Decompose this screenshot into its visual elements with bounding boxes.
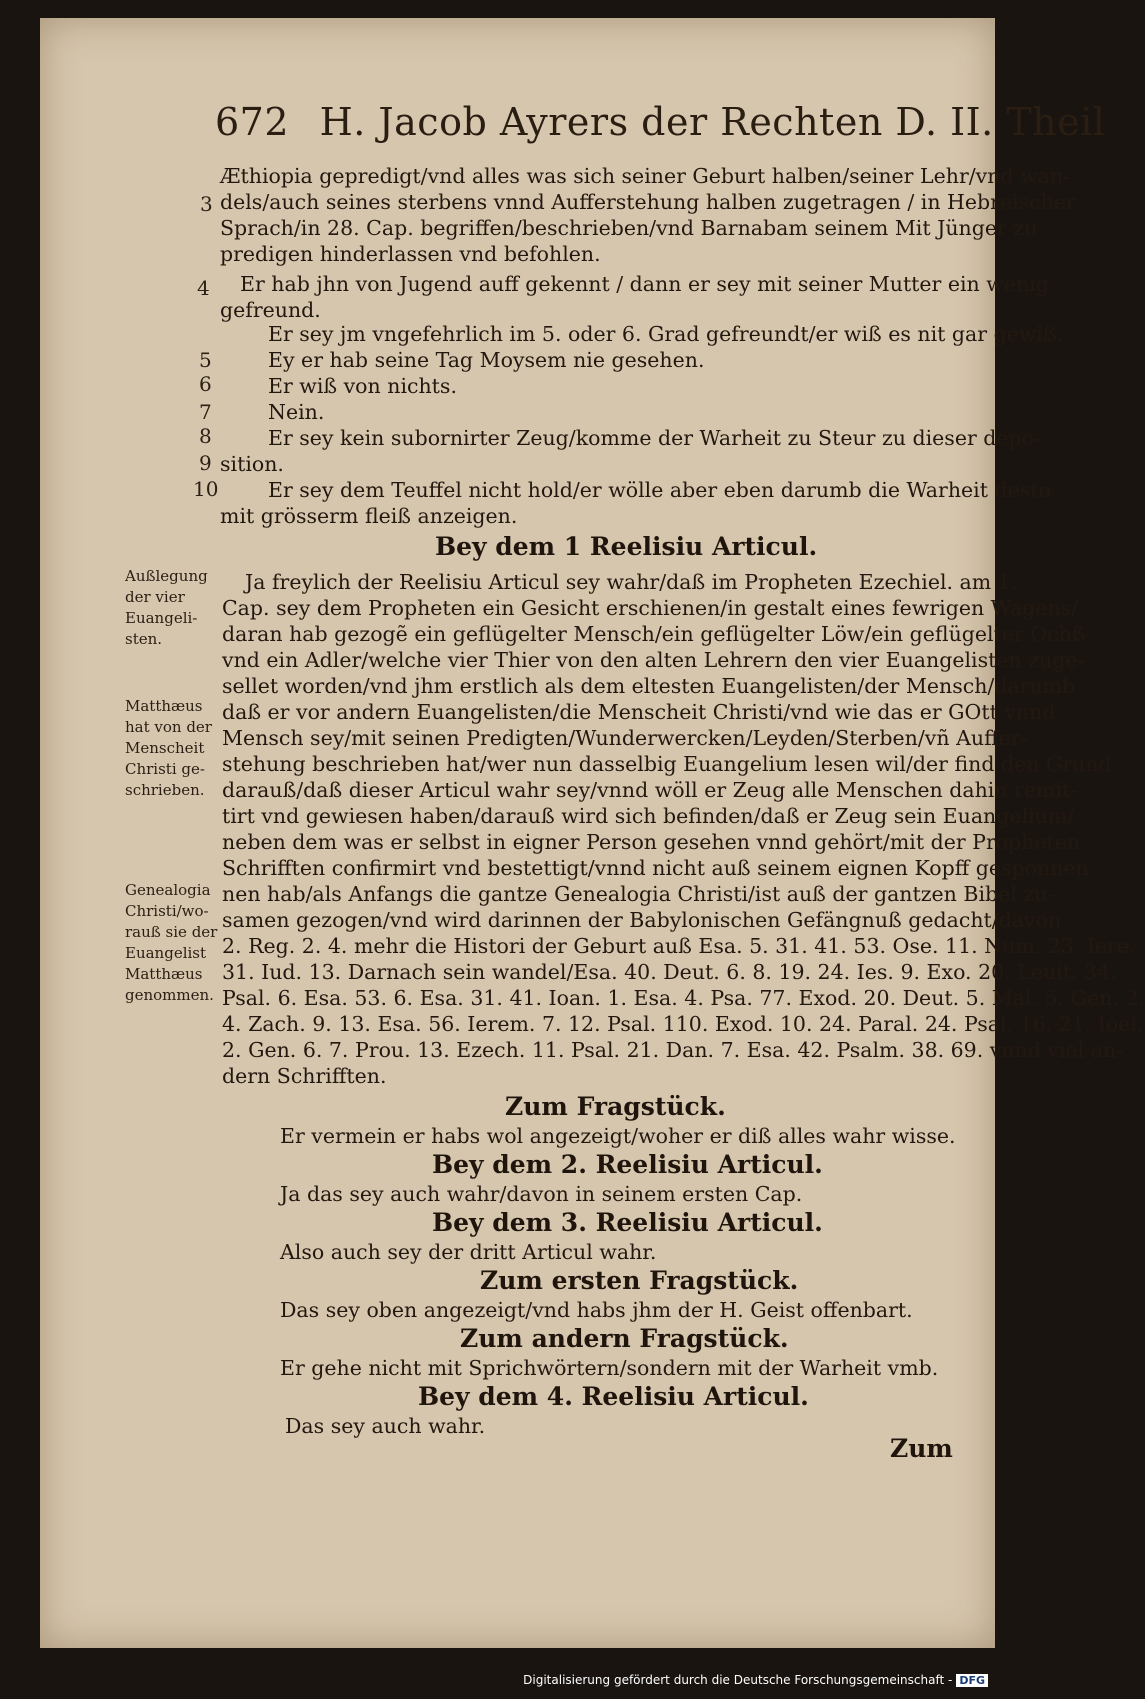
text-line: nen hab/als Anfangs die gantze Genealogia Christi/ist auß der gantzen Bibel zu- bbox=[222, 882, 1055, 906]
section-heading: Bey dem 1 Reelisiu Articul. bbox=[435, 532, 818, 561]
section-heading: Bey dem 4. Reelisiu Articul. bbox=[418, 1382, 809, 1411]
marginal-note: Matthæus hat von der Menscheit Christi ge- schrieben. bbox=[125, 697, 212, 799]
text-line: neben dem was er selbst in eigner Person gesehen vnnd gehört/mit der Propheten bbox=[222, 830, 1081, 854]
running-header bbox=[215, 100, 1106, 144]
section-heading: Zum ersten Fragstück. bbox=[480, 1266, 799, 1295]
text-line: Mensch sey/mit seinen Predigten/Wunderwercken/Leyden/Sterben/vñ Auffer- bbox=[222, 726, 1028, 750]
section-heading: Bey dem 2. Reelisiu Articul. bbox=[432, 1150, 823, 1179]
line-number: 9 bbox=[199, 451, 212, 475]
text-line: daran hab gezogẽ ein geflügelter Mensch/ein geflügelter Löw/ein geflügelter Ochß bbox=[222, 622, 1086, 646]
text-line: stehung beschrieben hat/wer nun dasselbig Euangelium lesen wil/der find den Grund bbox=[222, 752, 1112, 776]
text-line: Ey er hab seine Tag Moysem nie gesehen. bbox=[268, 348, 705, 372]
text-line: 4. Zach. 9. 13. Esa. 56. Ierem. 7. 12. Psal. 110. Exod. 10. 24. Paral. 24. Psal. 16. 21. Ioel. bbox=[222, 1012, 1144, 1036]
page-number: 672 bbox=[215, 100, 290, 144]
text-line: Er hab jhn von Jugend auff gekennt / dann er sey mit seiner Mutter ein wenig bbox=[240, 272, 1049, 296]
text-line: vnd ein Adler/welche vier Thier von den alten Lehrern den vier Euangelisten zuge- bbox=[222, 648, 1085, 672]
text-line: dels/auch seines sterbens vnnd Aufferstehung halben zugetragen / in Hebreischer bbox=[220, 190, 1076, 214]
section-heading: Bey dem 3. Reelisiu Articul. bbox=[432, 1208, 823, 1237]
text-line: dern Schrifften. bbox=[222, 1064, 387, 1088]
line-number: 5 bbox=[199, 348, 212, 372]
text-line: Schrifften confirmirt vnd bestettigt/vnnd nicht auß seinem eignen Kopff gesponnen bbox=[222, 856, 1089, 880]
line-number: 10 bbox=[193, 477, 219, 501]
line-number: 6 bbox=[199, 372, 212, 396]
text-line: 31. Iud. 13. Darnach sein wandel/Esa. 40. Deut. 6. 8. 19. 24. Ies. 9. Exo. 20. Leuit. 34. bbox=[222, 960, 1117, 984]
text-line: Das sey auch wahr. bbox=[285, 1414, 486, 1438]
text-line: tirt vnd gewiesen haben/darauß wird sich befinden/daß er Zeug sein Euangelium/ bbox=[222, 804, 1075, 828]
text-line: sition. bbox=[220, 452, 284, 476]
text-line: Er gehe nicht mit Sprichwörtern/sondern mit der Warheit vmb. bbox=[280, 1356, 939, 1380]
text-line: mit grösserm fleiß anzeigen. bbox=[220, 504, 518, 528]
line-number: 4 bbox=[197, 276, 210, 300]
running-title: H. Jacob Ayrers der Rechten D. II. Theil bbox=[319, 100, 1106, 144]
text-line: Cap. sey dem Propheten ein Gesicht erschienen/in gestalt eines fewrigen Wagens/ bbox=[222, 596, 1079, 620]
text-line: Er vermein er habs wol angezeigt/woher er diß alles wahr wisse. bbox=[280, 1124, 956, 1148]
text-line: Æthiopia gepredigt/vnd alles was sich seiner Geburt halben/seiner Lehr/vnd wan- bbox=[220, 164, 1070, 188]
text-line: 2. Gen. 6. 7. Prou. 13. Ezech. 11. Psal. 21. Dan. 7. Esa. 42. Psalm. 38. 69. vnnd viel an- bbox=[222, 1038, 1124, 1062]
catchword: Zum bbox=[890, 1434, 953, 1463]
text-line: Er sey dem Teuffel nicht hold/er wölle aber eben darumb die Warheit desto bbox=[268, 478, 1051, 502]
digitization-footer bbox=[523, 1673, 988, 1687]
text-line: samen gezogen/vnd wird darinnen der Babylonischen Gefängnuß gedacht/davon bbox=[222, 908, 1062, 932]
text-line: Das sey oben angezeigt/vnd habs jhm der H. Geist offenbart. bbox=[280, 1298, 913, 1322]
text-line: sellet worden/vnd jhm erstlich als dem eltesten Euangelisten/der Mensch/darumb bbox=[222, 674, 1076, 698]
text-line: Er wiß von nichts. bbox=[268, 374, 457, 398]
section-heading: Zum Fragstück. bbox=[505, 1092, 726, 1121]
marginal-note: Genealogia Christi/wo- rauß sie der Euangelist Matthæus genommen. bbox=[125, 881, 218, 1004]
text-line: Ja das sey auch wahr/davon in seinem ersten Cap. bbox=[280, 1182, 803, 1206]
text-line: daß er vor andern Euangelisten/die Menscheit Christi/vnd wie das er GOtt vnnd bbox=[222, 700, 1056, 724]
text-line: predigen hinderlassen vnd befohlen. bbox=[220, 242, 601, 266]
text-line: Psal. 6. Esa. 53. 6. Esa. 31. 41. Ioan. 1. Esa. 4. Psa. 77. Exod. 20. Deut. 5. Mal. 5. Gen. 2. bbox=[222, 986, 1145, 1010]
line-number: 7 bbox=[199, 400, 212, 424]
text-line: darauß/daß dieser Articul wahr sey/vnnd wöll er Zeug alle Menschen dahin remit- bbox=[222, 778, 1078, 802]
marginal-note: Außlegung der vier Euangeli- sten. bbox=[125, 567, 208, 648]
text-line: gefreund. bbox=[220, 298, 321, 322]
line-number: 8 bbox=[199, 424, 212, 448]
text-line: Ja freylich der Reelisiu Articul sey wahr/daß im Propheten Ezechiel. am 1. bbox=[245, 570, 1018, 594]
text-line: Also auch sey der dritt Articul wahr. bbox=[280, 1240, 657, 1264]
footer-text: Digitalisierung gefördert durch die Deutsche Forschungsgemeinschaft - bbox=[523, 1673, 953, 1687]
text-line: Sprach/in 28. Cap. begriffen/beschrieben/vnd Barnabam seinem Mit Jünger zu bbox=[220, 216, 1038, 240]
text-line: Er sey jm vngefehrlich im 5. oder 6. Grad gefreundt/er wiß es nit gar gewiß. bbox=[268, 322, 1064, 346]
line-number: 3 bbox=[200, 192, 213, 216]
dfg-logo: DFG bbox=[956, 1674, 988, 1687]
text-line: 2. Reg. 2. 4. mehr die Histori der Geburt auß Esa. 5. 31. 41. 53. Ose. 11. Num. 23. Iere. bbox=[222, 934, 1136, 958]
section-heading: Zum andern Fragstück. bbox=[460, 1324, 789, 1353]
text-line: Er sey kein subornirter Zeug/komme der Warheit zu Steur zu dieser depo- bbox=[268, 426, 1041, 450]
text-line: Nein. bbox=[268, 400, 325, 424]
